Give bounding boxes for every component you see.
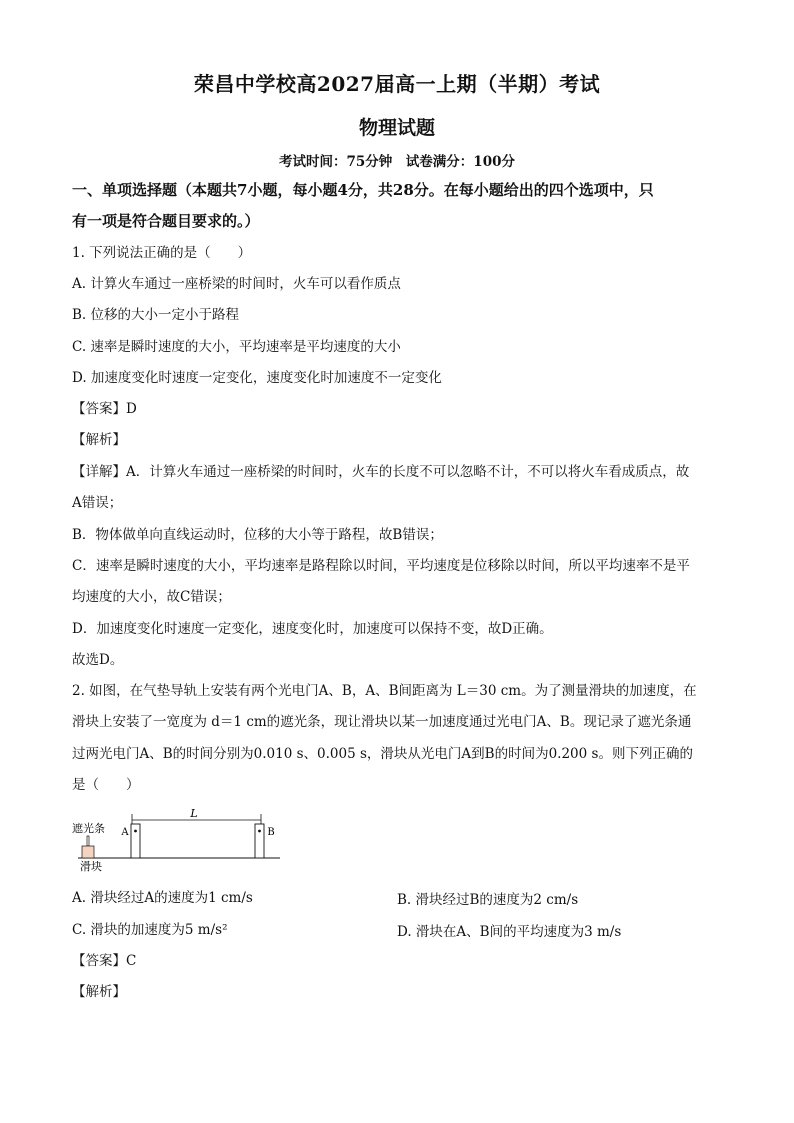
q1-option-d: D. 加速度变化时速度一定变化，速度变化时加速度不一定变化 (72, 370, 442, 386)
q1-option-c: C. 速率是瞬时速度的大小，平均速率是平均速度的大小 (72, 339, 401, 355)
section-heading-line1: 一、单项选择题（本题共7小题，每小题4分，共28分。在每小题给出的四个选项中，只 (72, 181, 654, 199)
q1-detail-line: D．加速度变化时速度一定变化，速度变化时，加速度可以保持不变，故D正确。 (72, 621, 553, 637)
photogate-b (255, 824, 264, 858)
photogate-a (131, 824, 140, 858)
q1-stem: 1. 下列说法正确的是（ ） (72, 245, 252, 261)
q1-answer: 【答案】D (72, 401, 137, 417)
q1-detail-line: C．速率是瞬时速度的大小，平均速率是路程除以时间，平均速度是位移除以时间，所以平均速率不是平 (72, 558, 690, 574)
q2-stem-line: 是（ ） (72, 777, 140, 793)
q2-answer: 【答案】C (72, 953, 137, 969)
q2-stem-line: 过两光电门A、B的时间分别为0.010 s、0.005 s，滑块从光电门A到B的时间为0.200 s。则下列正确的 (72, 746, 693, 762)
q2-option-a: A. 滑块经过A的速度为1 cm/s (72, 890, 253, 906)
distance-label-l: L (190, 807, 198, 820)
q1-detail-line: 【详解】A．计算火车通过一座桥梁的时间时，火车的长度不可以忽略不计，不可以将火车看成质点，故 (72, 464, 690, 480)
photogate-b-label: B (267, 827, 275, 838)
q1-detail-line: A错误； (72, 495, 123, 511)
section-heading-line2: 有一项是符合题目要求的。） (72, 212, 260, 230)
q2-option-b: B. 滑块经过B的速度为2 cm/s (397, 892, 579, 908)
q1-detail-line: 均速度的大小，故C错误； (72, 589, 231, 605)
q2-stem-line: 滑块上安装了一宽度为 d＝1 cm的遮光条，现让滑块以某一加速度通过光电门A、B。现记录了遮光条通 (72, 714, 692, 730)
photogate-b-sensor (258, 830, 261, 833)
q1-detail-line: 故选D。 (72, 652, 124, 668)
shade-strip (87, 836, 89, 846)
exam-info: 考试时间：75分钟 试卷满分：100分 (279, 154, 515, 170)
air-track-figure (68, 802, 308, 874)
shade-strip-label: 遮光条 (72, 822, 105, 835)
photogate-a-sensor (134, 830, 137, 833)
q2-analysis-label: 【解析】 (72, 984, 126, 1000)
slider-block (82, 846, 94, 858)
q1-option-a: A. 计算火车通过一座桥梁的时间时，火车可以看作质点 (72, 276, 401, 292)
q1-detail-line: B．物体做单向直线运动时，位移的大小等于路程，故B错误； (72, 527, 443, 543)
exam-title: 荣昌中学校高2027届高一上期（半期）考试 (193, 72, 601, 96)
photogate-a-label: A (121, 827, 129, 838)
q2-option-c: C. 滑块的加速度为5 m/s² (72, 922, 228, 938)
subject-title: 物理试题 (358, 117, 435, 139)
q2-option-d: D. 滑块在A、B间的平均速度为3 m/s (397, 924, 622, 940)
q2-stem-line: 2. 如图，在气垫导轨上安装有两个光电门A、B，A、B间距离为 L＝30 cm。为了测量滑块的加速度，在 (72, 683, 697, 699)
q1-option-b: B. 位移的大小一定小于路程 (72, 307, 240, 323)
q1-analysis-label: 【解析】 (72, 432, 126, 448)
slider-label: 滑块 (80, 860, 102, 873)
